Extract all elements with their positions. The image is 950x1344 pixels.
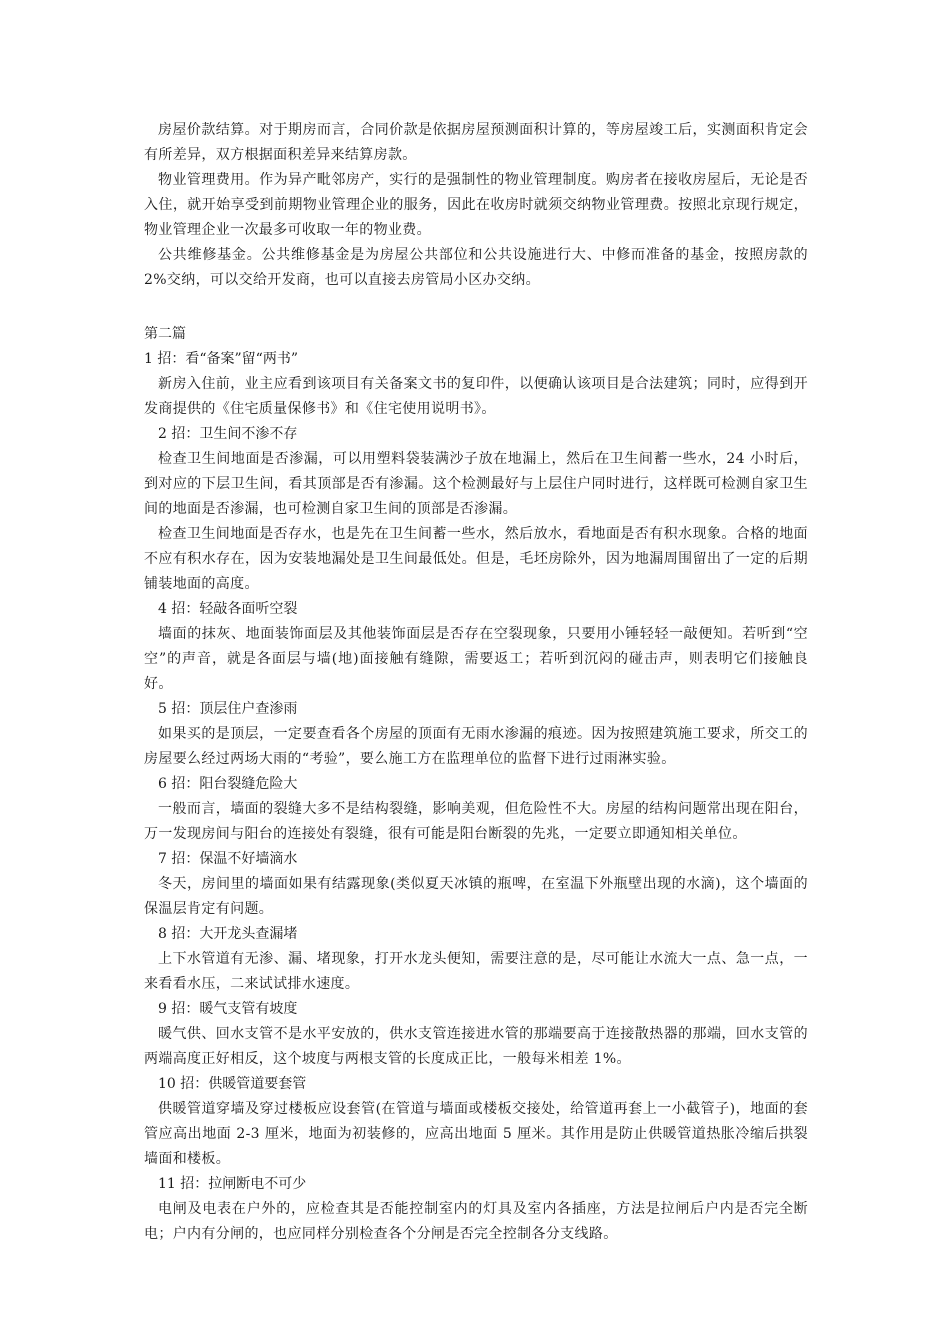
- tip-body: 冬天，房间里的墙面如果有结露现象(类似夏天冰镇的瓶啤，在室温下外瓶壁出现的水滴)，这个墙面的保温层肯定有问题。: [144, 876, 808, 917]
- tip-heading: 1 招：看“备案”留“两书”: [144, 351, 298, 367]
- tip-heading: 4 招：轻敲各面听空裂: [158, 601, 298, 617]
- section-gap: [144, 293, 808, 322]
- paragraph-maintenance-fund: 公共维修基金。公共维修基金是为房屋公共部位和公共设施进行大、中修而准备的基金，按照房款的 2%交纳，可以交给开发商，也可以直接去房管局小区办交纳。: [144, 247, 808, 288]
- tip-heading: 8 招：大开龙头查漏堵: [158, 926, 298, 942]
- section-title: 第二篇: [144, 326, 186, 342]
- tip-body: 电闸及电表在户外的，应检查其是否能控制室内的灯具及室内各插座，方法是拉闸后户内是否完全断电；户内有分闸的，也应同样分别检查各个分闸是否完全控制各分支线路。: [144, 1201, 808, 1242]
- tip-heading: 6 招：阳台裂缝危险大: [158, 776, 298, 792]
- tip-body: 检查卫生间地面是否存水，也是先在卫生间蓄一些水，然后放水，看地面是否有积水现象。合格的地面不应有积水存在，因为安装地漏处是卫生间最低处。但是，毛坯房除外，因为地漏周围留出了一定的后期铺装地面的高度。: [144, 526, 808, 592]
- text-column: [144, 118, 808, 1247]
- tip-body: 如果买的是顶层，一定要查看各个房屋的顶面有无雨水渗漏的痕迹。因为按照建筑施工要求，所交工的房屋要么经过两场大雨的“考验”，要么施工方在监理单位的监督下进行过雨淋实验。: [144, 726, 808, 767]
- tip-body: 暖气供、回水支管不是水平安放的，供水支管连接进水管的那端要高于连接散热器的那端，回水支管的两端高度正好相反，这个坡度与两根支管的长度成正比，一般每米相差 1%。: [144, 1026, 808, 1067]
- tip-body: 新房入住前，业主应看到该项目有关备案文书的复印件，以便确认该项目是合法建筑；同时，应得到开发商提供的《住宅质量保修书》和《住宅使用说明书》。: [144, 376, 808, 417]
- tip-body: 检查卫生间地面是否渗漏，可以用塑料袋装满沙子放在地漏上，然后在卫生间蓄一些水，24 小时后，到对应的下层卫生间，看其顶部是否有渗漏。这个检测最好与上层住户同时进行，这样既可检测自家卫生间的地面是否渗漏，也可检测自家卫生间的顶部是否渗漏。: [144, 451, 808, 517]
- tip-heading: 11 招：拉闸断电不可少: [158, 1176, 307, 1192]
- paragraph-property-fee: 物业管理费用。作为异产毗邻房产，实行的是强制性的物业管理制度。购房者在接收房屋后，无论是否入住，就开始享受到前期物业管理企业的服务，因此在收房时就须交纳物业管理费。按照北京现行规定，物业管理企业一次最多可收取一年的物业费。: [144, 172, 808, 238]
- tip-heading: 7 招：保温不好墙滴水: [158, 851, 298, 867]
- paragraph-price-settlement: 房屋价款结算。对于期房而言，合同价款是依据房屋预测面积计算的，等房屋竣工后，实测面积肯定会有所差异，双方根据面积差异来结算房款。: [144, 122, 808, 163]
- tip-heading: 5 招：顶层住户查渗雨: [158, 701, 298, 717]
- tip-heading: 9 招：暖气支管有坡度: [158, 1001, 298, 1017]
- tip-heading: 10 招：供暖管道要套管: [158, 1076, 307, 1092]
- tip-body: 墙面的抹灰、地面装饰面层及其他装饰面层是否存在空裂现象，只要用小锤轻轻一敲便知。若听到“空空”的声音，就是各面层与墙(地)面接触有缝隙，需要返工；若听到沉闷的碰击声，则表明它们接触良好。: [144, 626, 808, 692]
- tip-body: 一般而言，墙面的裂缝大多不是结构裂缝，影响美观，但危险性不大。房屋的结构问题常出现在阳台，万一发现房间与阳台的连接处有裂缝，很有可能是阳台断裂的先兆，一定要立即通知相关单位。: [144, 801, 808, 842]
- tip-body: 供暖管道穿墙及穿过楼板应设套管(在管道与墙面或楼板交接处，给管道再套上一小截管子)，地面的套管应高出地面 2-3 厘米，地面为初装修的，应高出地面 5 厘米。其作用是防止供暖管道热胀冷缩后拱裂墙面和楼板。: [144, 1101, 808, 1167]
- tip-heading: 2 招：卫生间不渗不存: [158, 426, 298, 442]
- tip-body: 上下水管道有无渗、漏、堵现象，打开水龙头便知，需要注意的是，尽可能让水流大一点、急一点，一来看看水压，二来试试排水速度。: [144, 951, 808, 992]
